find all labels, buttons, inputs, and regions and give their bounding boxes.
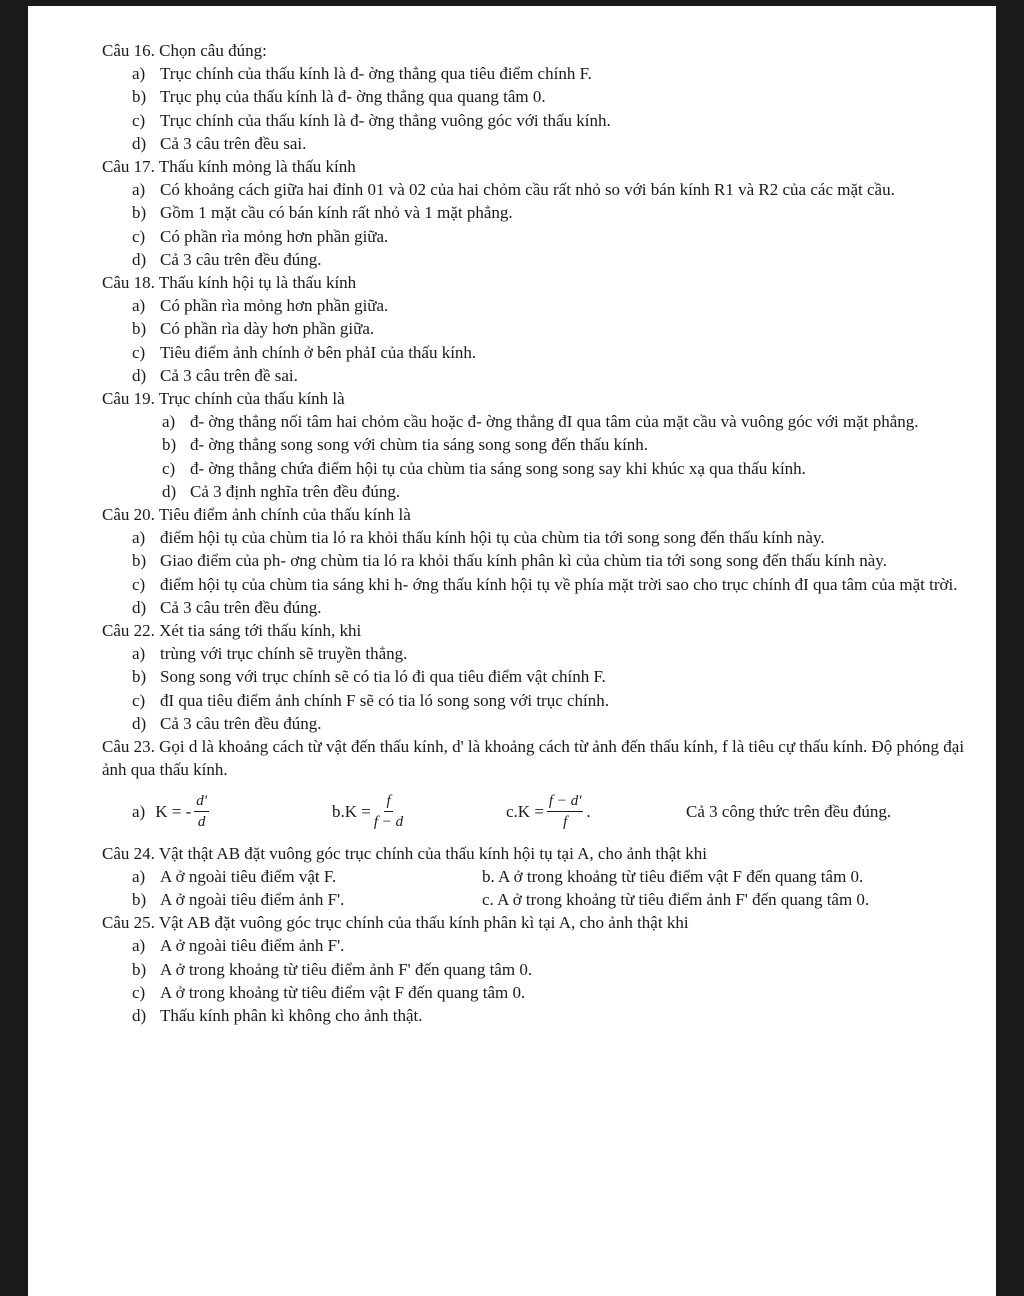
question-20-option-a: [102, 526, 982, 549]
fraction-denominator: d: [197, 814, 206, 830]
fraction-numerator: f: [384, 791, 392, 812]
option-label: b): [132, 551, 147, 571]
option-label: a): [132, 644, 146, 664]
option-text: Cả 3 câu trên đều sai.: [160, 133, 307, 153]
formula-c-suffix: .: [586, 801, 591, 821]
question-16-title: Câu 16. Chọn câu đúng:: [102, 41, 267, 60]
question-22-option-c: [102, 689, 982, 712]
option-text: Cả 3 định nghĩa trên đều đúng.: [190, 481, 401, 501]
option-label: c): [132, 226, 146, 246]
question-19-option-b: [102, 433, 982, 456]
option-label: b): [132, 959, 147, 979]
formula-a-prefix: K = -: [155, 801, 192, 821]
option-text: Có phần rìa mỏng hơn phần giữa.: [160, 296, 389, 316]
formula-c-fraction: [547, 791, 584, 832]
option-text: Trục chính của thấu kính là đ- ờng thẳng vuông góc với thấu kính.: [160, 110, 611, 130]
question-22-option-d: [102, 712, 982, 735]
option-text: A ở trong khoảng từ tiêu điểm ảnh F' đến quang tâm 0.: [160, 959, 533, 979]
question-16-option-a: [102, 62, 982, 85]
option-text: Cả 3 câu trên đều đúng.: [160, 713, 322, 733]
option-label: b): [132, 667, 147, 687]
document-page: [28, 6, 996, 1296]
formula-c-prefix: c.K =: [506, 801, 544, 821]
option-text: điểm hội tụ của chùm tia sáng khi h- ớng thấu kính hội tụ về phía mặt trời sao cho trục chính đI qua tâm của mặt trời.: [160, 574, 958, 594]
question-17-option-b: [102, 201, 982, 224]
formula-a: [102, 791, 332, 832]
formula-b: [332, 791, 506, 832]
option-text: trùng với trục chính sẽ truyền thẳng.: [160, 644, 408, 664]
option-label: a): [132, 528, 146, 548]
option-text: Cả 3 câu trên đều đúng.: [160, 597, 322, 617]
question-23-formula-row: [102, 784, 982, 840]
option-label: c): [132, 690, 146, 710]
option-label: d): [132, 249, 147, 269]
option-text: Trục chính của thấu kính là đ- ờng thẳng qua tiêu điểm chính F.: [160, 64, 592, 84]
option-label: d): [132, 133, 147, 153]
question-24-option-c: c. A ở trong khoảng từ tiêu điểm ảnh F' đến quang tâm 0.: [482, 889, 870, 909]
question-20-option-b: [102, 549, 982, 572]
fraction-numerator: f − d': [547, 791, 584, 812]
option-label: c): [132, 574, 146, 594]
question-19-option-c: [102, 457, 982, 480]
option-text: A ở ngoài tiêu điểm vật F.: [160, 866, 337, 886]
option-label: b): [132, 87, 147, 107]
option-label: c): [132, 982, 146, 1002]
question-19-option-d: [102, 480, 982, 503]
option-text: A ở ngoài tiêu điểm ảnh F'.: [160, 889, 345, 909]
option-label: c): [132, 110, 146, 130]
question-20-option-d: [102, 596, 982, 619]
question-25-option-c: [102, 981, 982, 1004]
option-label: a): [162, 412, 176, 432]
question-20-title: Câu 20. Tiêu điểm ảnh chính của thấu kính là: [102, 505, 411, 525]
option-text: đ- ờng thẳng nối tâm hai chỏm cầu hoặc đ- ờng thẳng đI qua tâm của mặt cầu và vuông góc với mặt phẳng.: [190, 412, 919, 432]
option-text: A ở trong khoảng từ tiêu điểm vật F đến quang tâm 0.: [160, 982, 526, 1002]
option-text: Thấu kính phân kì không cho ảnh thật.: [160, 1005, 423, 1025]
question-16-option-b: [102, 85, 982, 108]
formula-d: Cả 3 công thức trên đều đúng.: [686, 801, 892, 821]
option-text: Giao điểm của ph- ơng chùm tia ló ra khỏi thấu kính phân kì của chùm tia tới song song đến thấu kính này.: [160, 551, 887, 571]
option-text: Cả 3 câu trên đều đúng.: [160, 249, 322, 269]
question-17-title: Câu 17. Thấu kính mỏng là thấu kính: [102, 157, 356, 177]
formula-b-prefix: b.K =: [332, 801, 371, 821]
option-text: Có phần rìa dày hơn phần giữa.: [160, 319, 375, 339]
option-label: c): [162, 458, 176, 478]
question-19-title: Câu 19. Trục chính của thấu kính là: [102, 389, 345, 409]
option-label: a): [132, 866, 146, 886]
question-23-title: Câu 23. Gọi d là khoảng cách từ vật đến thấu kính, d' là khoảng cách từ ảnh đến thấu kính, f là tiêu cự thấu kính. Độ phóng đại ảnh qua thấu kính.: [102, 737, 965, 780]
option-label: b): [162, 435, 177, 455]
question-18-option-a: [102, 294, 982, 317]
fraction-numerator: d': [194, 791, 209, 812]
option-label: a): [132, 296, 146, 316]
option-text: Cả 3 câu trên đề sai.: [160, 365, 298, 385]
option-text: Có khoảng cách giữa hai đỉnh 01 và 02 của hai chỏm cầu rất nhỏ so với bán kính R1 và R2 của các mặt cầu.: [160, 180, 895, 200]
option-text: Có phần rìa mỏng hơn phần giữa.: [160, 226, 389, 246]
option-label: d): [132, 365, 147, 385]
question-25-option-d: [102, 1004, 982, 1027]
question-24-option-a: [102, 865, 482, 888]
question-17-option-d: [102, 248, 982, 271]
question-22-option-a: [102, 642, 982, 665]
question-22-title: Câu 22. Xét tia sáng tới thấu kính, khi: [102, 621, 362, 641]
option-text: đ- ờng thẳng chứa điểm hội tụ của chùm tia sáng song song say khi khúc xạ qua thấu kính.: [190, 458, 806, 478]
fraction-denominator: f: [563, 814, 568, 830]
question-22-option-b: [102, 665, 982, 688]
question-16-option-d: [102, 132, 982, 155]
option-text: Tiêu điểm ảnh chính ở bên phảI của thấu kính.: [160, 342, 477, 362]
option-label: b): [132, 889, 147, 909]
option-label: d): [132, 1005, 147, 1025]
option-text: điểm hội tụ của chùm tia ló ra khỏi thấu kính hội tụ của chùm tia tới song song đến thấu kính này.: [160, 528, 825, 548]
option-label: b): [132, 319, 147, 339]
option-label: d): [162, 481, 177, 501]
option-label: a): [132, 180, 146, 200]
question-24-option-b-left: [102, 888, 482, 911]
option-label: b): [132, 203, 147, 223]
question-24-option-b-right: b. A ở trong khoảng từ tiêu điểm vật F đến quang tâm 0.: [482, 866, 864, 886]
document-content: [102, 39, 982, 1027]
option-label: d): [132, 713, 147, 733]
question-18-option-d: [102, 364, 982, 387]
formula-a-fraction: [194, 791, 209, 832]
option-text: Trục phụ của thấu kính là đ- ờng thẳng qua quang tâm 0.: [160, 87, 546, 107]
option-label: a): [132, 936, 146, 956]
question-18-option-c: [102, 341, 982, 364]
question-24-row-2: [102, 888, 982, 911]
question-18-option-b: [102, 317, 982, 340]
fraction-denominator: f − d: [373, 814, 404, 830]
option-text: đI qua tiêu điểm ảnh chính F sẽ có tia ló song song với trục chính.: [160, 690, 610, 710]
question-17-option-a: [102, 178, 982, 201]
question-17-option-c: [102, 225, 982, 248]
option-text: Song song với trục chính sẽ có tia ló đi qua tiêu điểm vật chính F.: [160, 667, 606, 687]
option-label: d): [132, 597, 147, 617]
option-text: A ở ngoài tiêu điểm ảnh F'.: [160, 936, 345, 956]
formula-b-fraction: [374, 791, 403, 832]
question-24-row-1: [102, 865, 982, 888]
option-label: a): [132, 64, 146, 84]
question-16-option-c: [102, 109, 982, 132]
option-text: đ- ờng thẳng song song với chùm tia sáng song song đến thấu kính.: [190, 435, 649, 455]
formula-c: [506, 791, 686, 832]
question-25-title: Câu 25. Vật AB đặt vuông góc trục chính của thấu kính phân kì tại A, cho ảnh thật khi: [102, 913, 689, 933]
option-label: a): [132, 801, 146, 821]
option-label: c): [132, 342, 146, 362]
question-18-title: Câu 18. Thấu kính hội tụ là thấu kính: [102, 273, 357, 293]
question-19-option-a: [102, 410, 982, 433]
question-25-option-a: [102, 934, 982, 957]
question-24-title: Câu 24. Vật thật AB đặt vuông góc trục chính của thấu kính hội tụ tại A, cho ảnh thật khi: [102, 843, 707, 863]
option-text: Gồm 1 mặt cầu có bán kính rất nhỏ và 1 mặt phẳng.: [160, 203, 513, 223]
question-25-option-b: [102, 958, 982, 981]
question-20-option-c: [102, 573, 982, 596]
